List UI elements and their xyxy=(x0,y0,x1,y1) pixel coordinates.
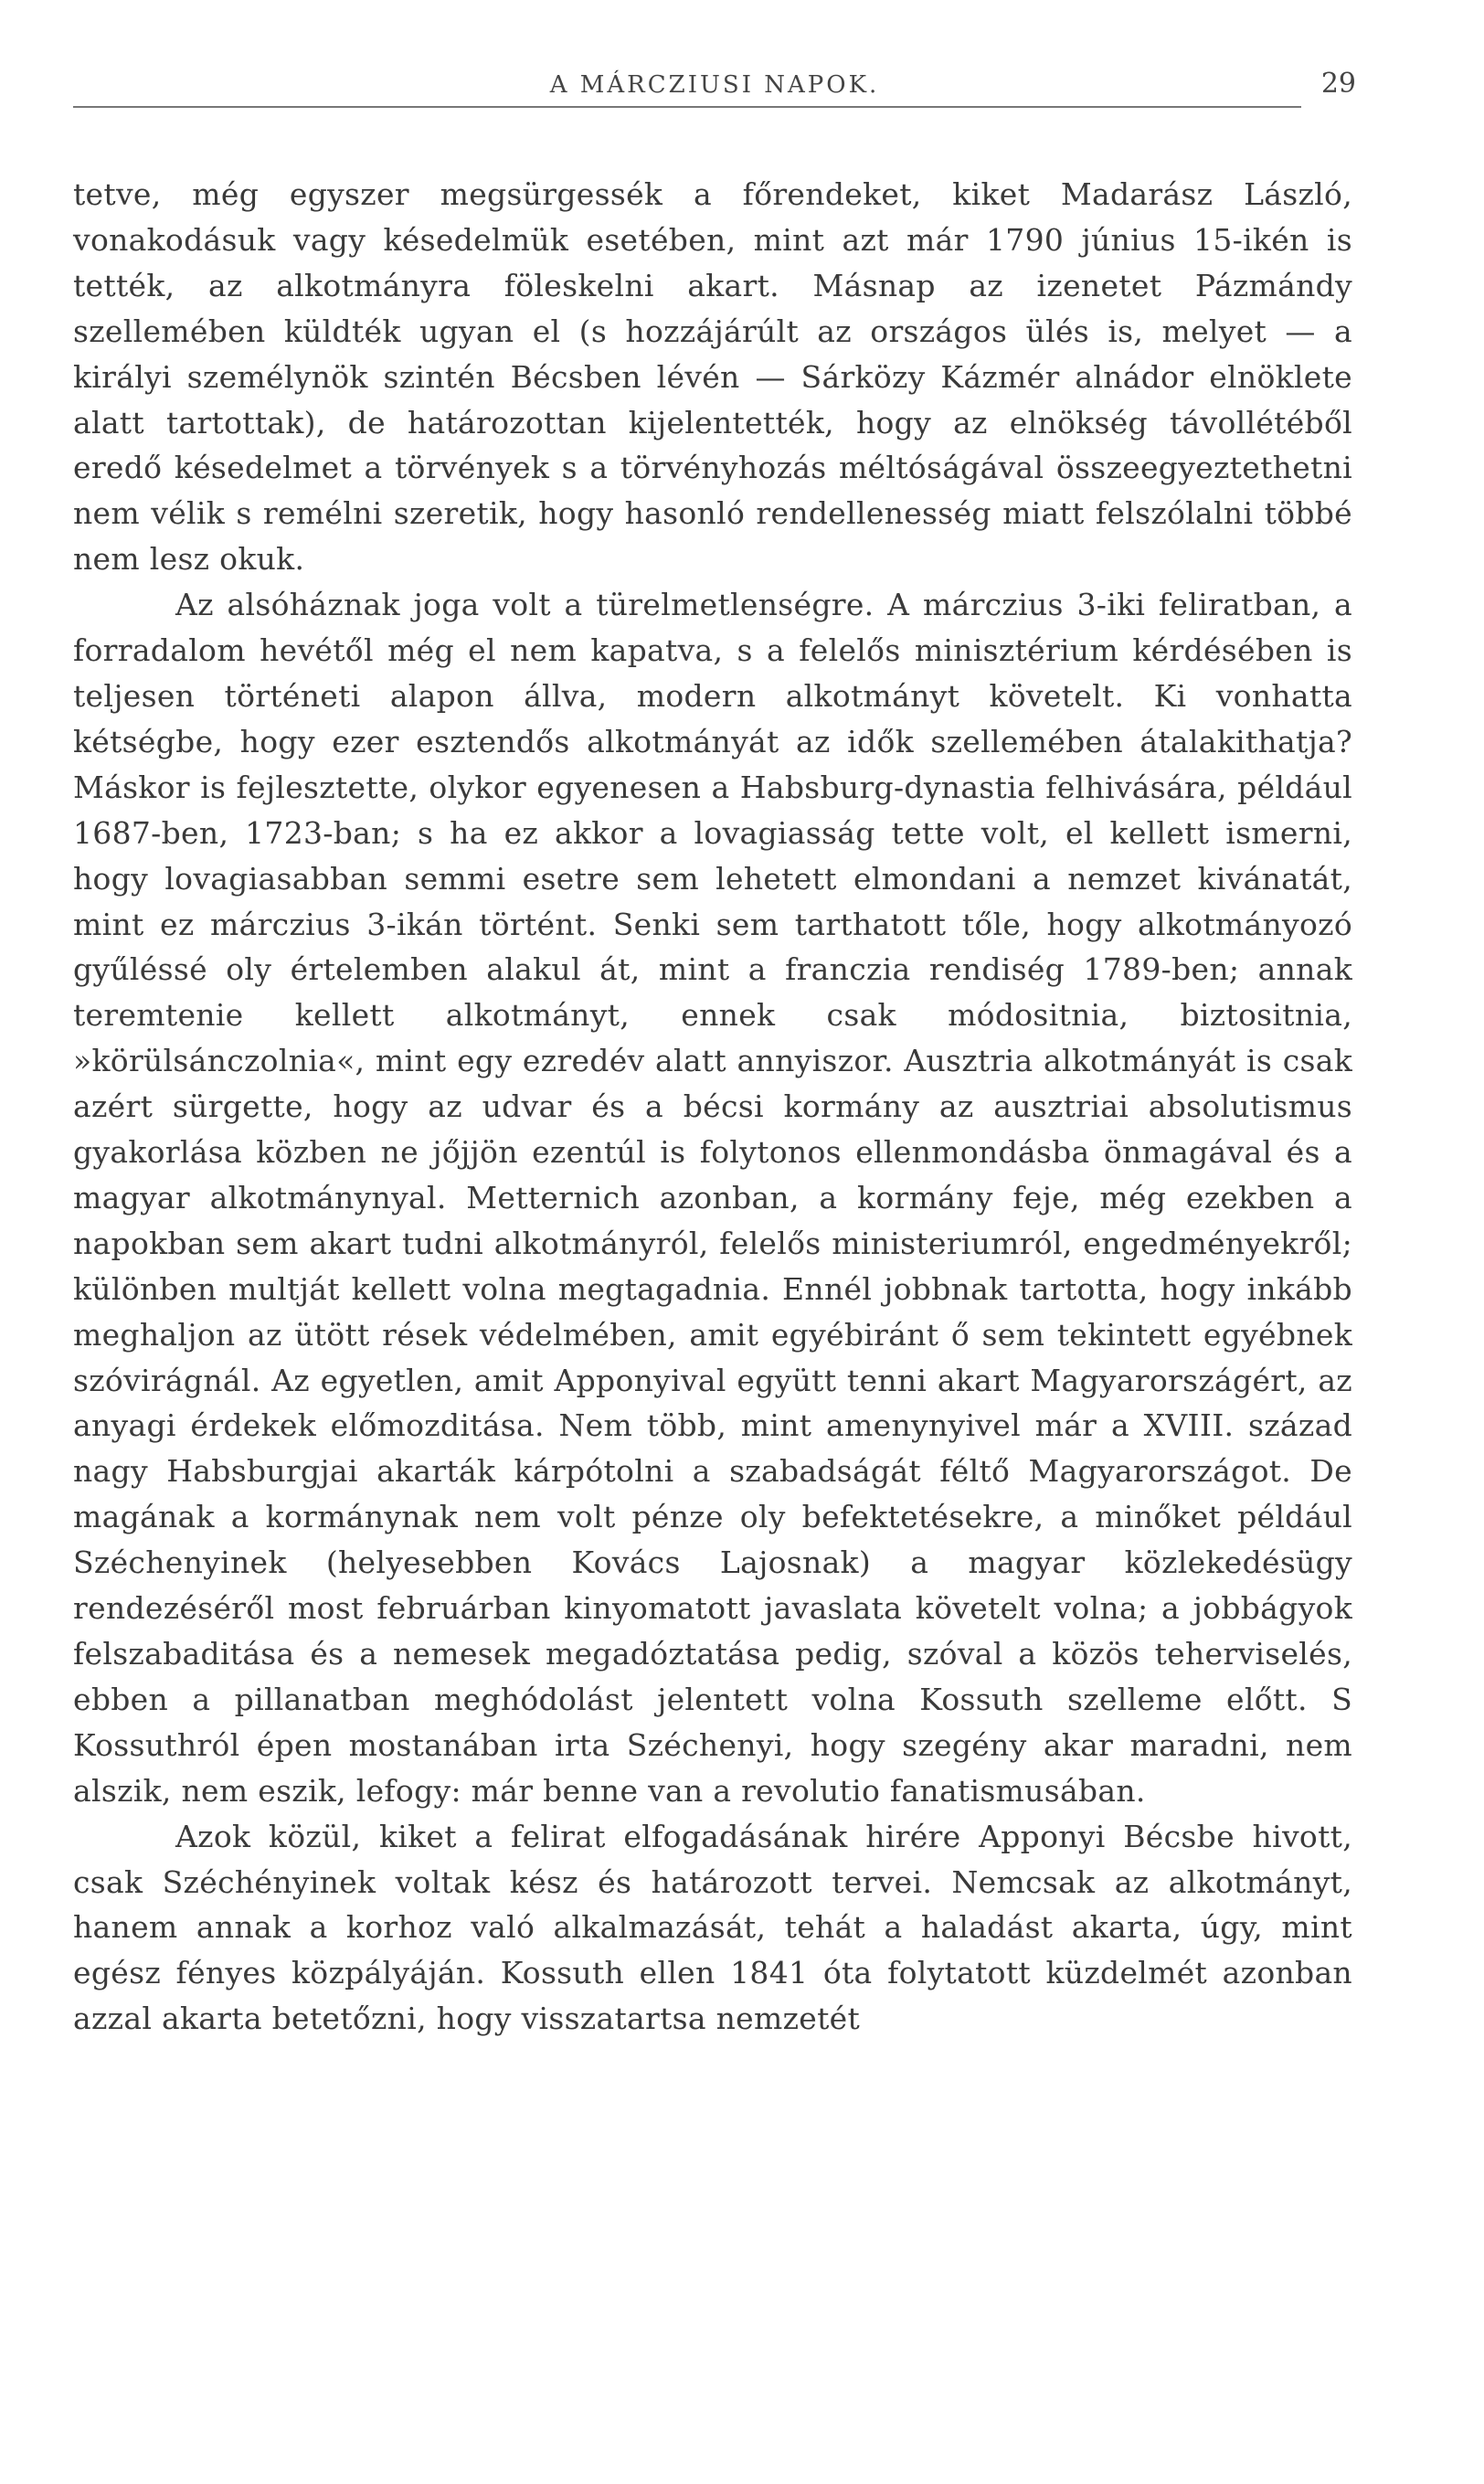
running-title: A MÁRCZIUSI NAPOK. xyxy=(549,71,880,99)
header-rule xyxy=(73,106,1301,108)
paragraph: Azok közül, kiket a felirat elfogadásának hirére Apponyi Bécsbe hivott, csak Széchényinek voltak kész és határozott tervei. Nemcsak az alkotmányt, hanem annak a korhoz való alkalmazását, tehát a haladást akarta, úgy, mint egész fényes közpályáján. Kossuth ellen 1841 óta folytatott küzdelmét azonban azzal akarta betetőzni, hogy visszatartsa nemzetét xyxy=(73,1818,1352,2037)
page-number: 29 xyxy=(1320,68,1356,100)
page-header xyxy=(73,68,1356,110)
paragraph-continued: tetve, még egyszer megsürgessék a főrendeket, kiket Madarász László, vonakodásuk vagy késedelmük esetében, mint azt már 1790 június 15-ikén is tették, az alkotmányra föleskelni akart. Másnap az izenetet Pázmándy szellemében küldték ugyan el (s hozzájárúlt az országos ülés is, melyet — a királyi személynök szintén Bécsben lévén — Sárközy Kázmér alnádor elnöklete alatt tartottak), de határozottan kijelentették, hogy az elnökség távollétéből eredő késedelmet a törvények s a törvényhozás méltóságával összeegyeztethetni nem vélik s remélni szeretik, hogy hasonló rendellenesség miatt felszólalni többé nem lesz okuk. xyxy=(73,176,1352,578)
paragraph: Az alsóháznak joga volt a türelmetlenségre. A márczius 3-iki feliratban, a forradalom hevétől még el nem kapatva, s a felelős minisztérium kérdésében is teljesen történeti alapon állva, modern alkotmányt követelt. Ki vonhatta kétségbe, hogy ezer esztendős alkotmányát az idők szellemében átalakithatja? Máskor is fejlesztette, olykor egyenesen a Habsburg-dynastia felhivására, például 1687-ben, 1723-ban; s ha ez akkor a lovagiasság tette volt, el kellett ismerni, hogy lovagiasabban semmi esetre sem lehetett elmondani a nemzet kivánatát, mint ez márczius 3-ikán történt. Senki sem tarthatott tőle, hogy alkotmányozó gyűléssé oly értelemben alakul át, mint a franczia rendiség 1789-ben; annak teremtenie kellett alkotmányt, ennek csak módositnia, biztositnia, »körülsánczolnia«, mint egy ezredév alatt annyiszor. Ausztria alkotmányát is csak azért sürgette, hogy az udvar és a bécsi kormány az ausztriai absolutismus gyakorlása közben ne jőjjön ezentúl is folytonos ellenmondásba önmagával és a magyar alkotmánynyal. Metternich azonban, a kormány feje, még ezekben a napokban sem akart tudni alkotmányról, felelős ministeriumról, engedményekről; különben multját kellett volna megtagadnia. Ennél jobbnak tartotta, hogy inkább meghaljon az ütött rések védelmében, amit egyébiránt ő sem tekintett egyébnek szóvirágnál. Az egyetlen, amit Apponyival együtt tenni akart Magyarországért, az anyagi érdekek előmozditása. Nem több, mint amenynyivel már a XVIII. század nagy Habsburgjai akarták kárpótolni a szabadságát féltő Magyarországot. De magának a kormánynak nem volt pénze oly befektetésekre, a minőket például Széchenyinek (helyesebben Kovács Lajosnak) a magyar közlekedésügy rendezéséről most februárban kinyomatott javaslata követelt volna; a jobbágyok felszabaditása és a nemesek megadóztatása pedig, szóval a közös teherviselés, ebben a pillanatban meghódolást jelentett volna Kossuth szelleme előtt. S Kossuthról épen mostanában irta Széchenyi, hogy szegény akar maradni, nem alszik, nem eszik, lefogy: már benne van a revolutio fanatismusában. xyxy=(73,587,1352,1809)
body-text xyxy=(73,172,1352,2042)
